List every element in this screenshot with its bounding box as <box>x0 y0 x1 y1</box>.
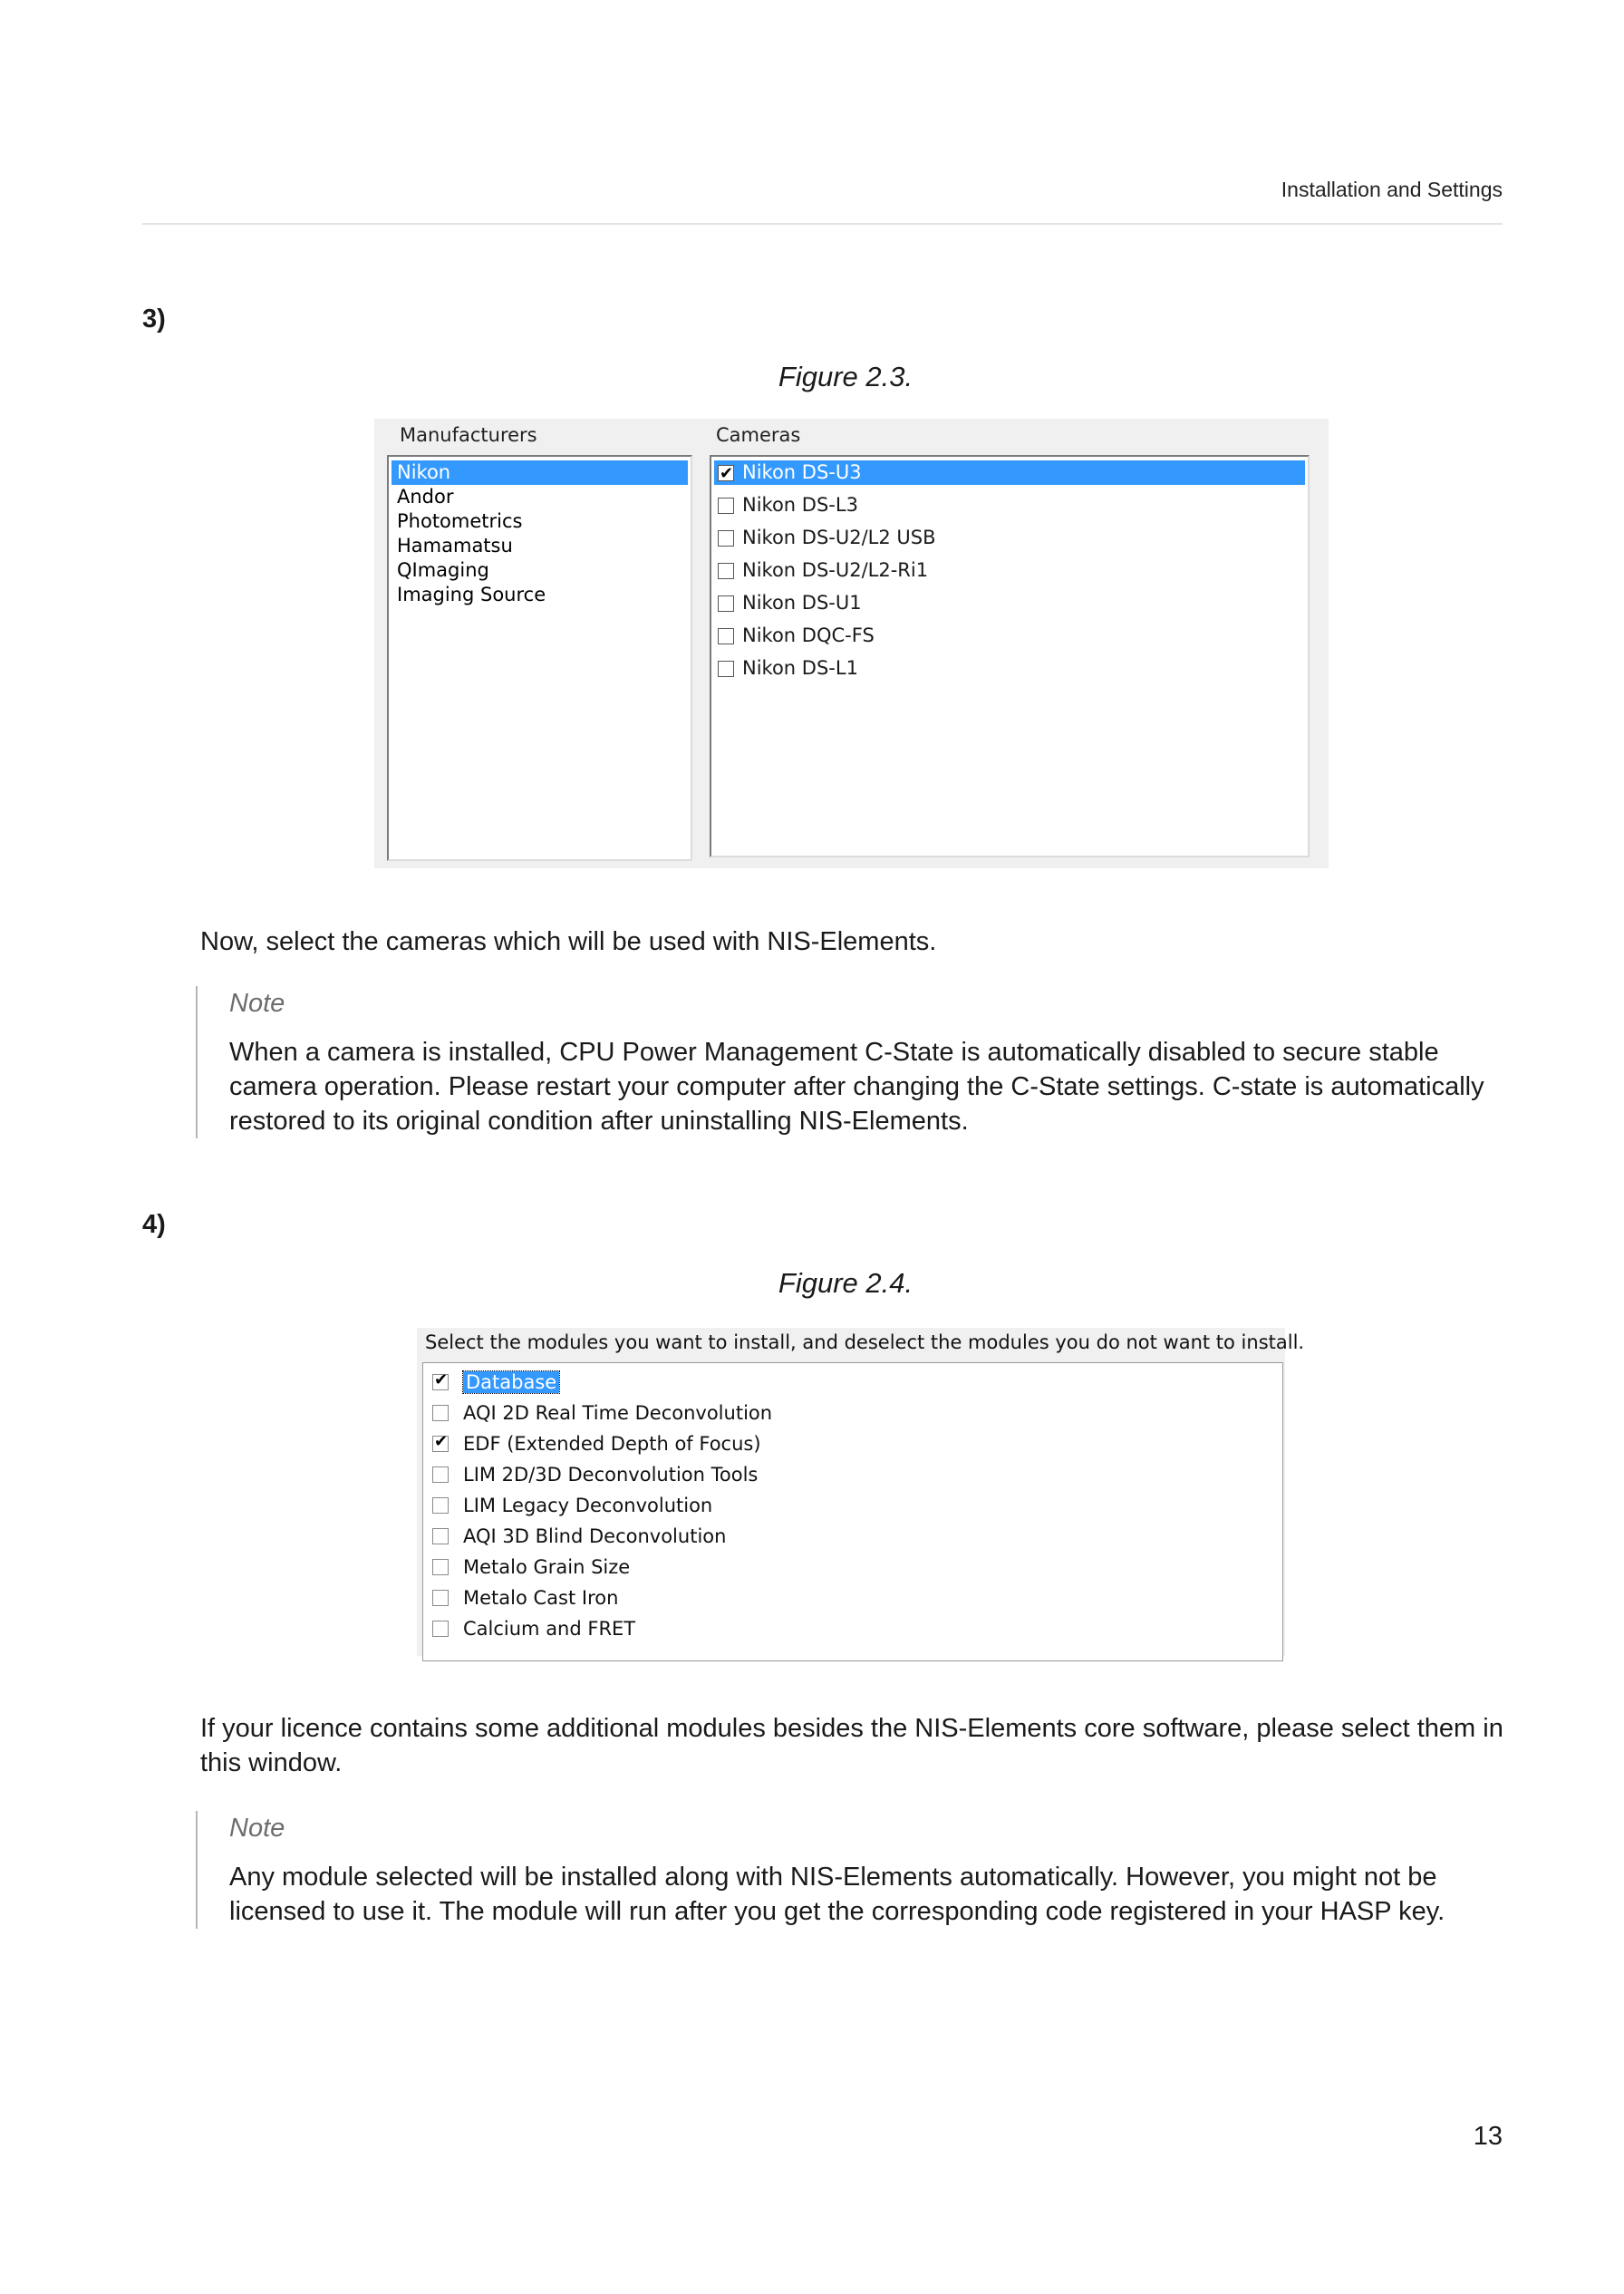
manufacturers-listbox[interactable] <box>387 455 692 861</box>
manufacturer-item[interactable]: Nikon <box>392 460 688 485</box>
camera-label: Nikon DS-U1 <box>742 592 862 614</box>
cameras-label: Cameras <box>716 424 801 446</box>
module-label: AQI 2D Real Time Deconvolution <box>463 1402 773 1424</box>
camera-item[interactable] <box>714 656 1305 681</box>
modules-listbox[interactable] <box>422 1362 1283 1661</box>
module-item[interactable] <box>423 1521 1282 1552</box>
camera-item[interactable] <box>714 591 1305 615</box>
module-item[interactable] <box>423 1552 1282 1583</box>
manufacturers-label: Manufacturers <box>400 424 537 446</box>
manufacturer-item[interactable]: Photometrics <box>397 510 523 532</box>
module-checkbox[interactable] <box>432 1405 449 1421</box>
camera-selection-dialog <box>374 419 1329 868</box>
camera-checkbox[interactable] <box>718 530 734 547</box>
note-label: Note <box>229 1814 285 1843</box>
module-checkbox[interactable] <box>432 1466 449 1483</box>
camera-label: Nikon DS-L1 <box>742 657 858 679</box>
camera-instruction: Now, select the cameras which will be used with NIS-Elements. <box>200 927 937 956</box>
manufacturer-item[interactable]: QImaging <box>397 559 489 581</box>
camera-label: Nikon DS-L3 <box>742 494 858 516</box>
page-number: 13 <box>1473 2122 1503 2151</box>
manufacturer-item[interactable]: Hamamatsu <box>397 535 513 557</box>
module-label: Calcium and FRET <box>463 1618 636 1640</box>
module-instruction: If your licence contains some additional modules besides the NIS-Elements core software, please select them in this window. <box>200 1714 1503 1777</box>
step-4-number: 4) <box>142 1210 166 1239</box>
module-item[interactable] <box>423 1367 1282 1398</box>
module-label: Database <box>463 1371 559 1393</box>
camera-checkbox[interactable] <box>718 498 734 514</box>
camera-checkbox[interactable] <box>718 595 734 612</box>
camera-item[interactable] <box>714 624 1305 648</box>
camera-label: Nikon DS-U2/L2 USB <box>742 527 936 548</box>
figure-2-4-caption: Figure 2.4. <box>778 1267 914 1299</box>
module-checkbox[interactable] <box>432 1497 449 1514</box>
camera-checkbox[interactable] <box>718 563 734 579</box>
camera-checkbox[interactable] <box>718 628 734 644</box>
camera-item[interactable] <box>714 493 1305 518</box>
camera-label: Nikon DS-U2/L2-Ri1 <box>742 559 929 581</box>
module-item[interactable] <box>423 1459 1282 1490</box>
module-label: Metalo Grain Size <box>463 1556 631 1578</box>
note-text: Any module selected will be installed along with NIS-Elements automatically. However, you might not be licensed to use it. The module will run after you get the corresponding code registered in your HASP key. <box>229 1863 1445 1926</box>
module-checkbox[interactable] <box>432 1528 449 1544</box>
camera-label: Nikon DS-U3 <box>742 461 862 483</box>
camera-item[interactable] <box>714 558 1305 583</box>
module-label: Metalo Cast Iron <box>463 1587 619 1609</box>
camera-checkbox[interactable] <box>718 661 734 677</box>
module-label: EDF (Extended Depth of Focus) <box>463 1433 761 1455</box>
module-item[interactable] <box>423 1613 1282 1644</box>
module-checkbox[interactable] <box>432 1374 449 1390</box>
step-3-number: 3) <box>142 305 166 334</box>
manufacturer-item[interactable]: Imaging Source <box>397 584 546 605</box>
camera-label: Nikon DQC-FS <box>742 624 875 646</box>
camera-checkbox[interactable] <box>718 465 734 481</box>
module-note <box>196 1811 1516 1929</box>
module-selection-dialog <box>417 1328 1305 1656</box>
manufacturer-item[interactable]: Andor <box>397 486 454 508</box>
module-checkbox[interactable] <box>432 1621 449 1637</box>
note-text: When a camera is installed, CPU Power Management C-State is automatically disabled to secure stable camera operation. Please restart your computer after changing the C-State settings. C-state is automatically restored to its original condition after uninstalling NIS-Elements. <box>229 1038 1484 1136</box>
module-checkbox[interactable] <box>432 1590 449 1606</box>
module-item[interactable] <box>423 1428 1282 1459</box>
module-item[interactable] <box>423 1490 1282 1521</box>
running-header: Installation and Settings <box>1281 178 1503 201</box>
camera-note <box>196 986 1516 1138</box>
module-label: AQI 3D Blind Deconvolution <box>463 1525 727 1547</box>
note-label: Note <box>229 989 285 1018</box>
camera-item[interactable] <box>714 526 1305 550</box>
module-checkbox[interactable] <box>432 1436 449 1452</box>
header-divider <box>142 223 1503 225</box>
cameras-listbox[interactable] <box>710 455 1310 857</box>
module-item[interactable] <box>423 1583 1282 1613</box>
module-prompt: Select the modules you want to install, and deselect the modules you do not want to install. <box>425 1331 1305 1353</box>
figure-2-3-caption: Figure 2.3. <box>778 361 914 392</box>
module-label: LIM Legacy Deconvolution <box>463 1495 713 1516</box>
module-item[interactable] <box>423 1398 1282 1428</box>
module-checkbox[interactable] <box>432 1559 449 1575</box>
camera-item[interactable] <box>714 460 1305 485</box>
module-label: LIM 2D/3D Deconvolution Tools <box>463 1464 759 1486</box>
